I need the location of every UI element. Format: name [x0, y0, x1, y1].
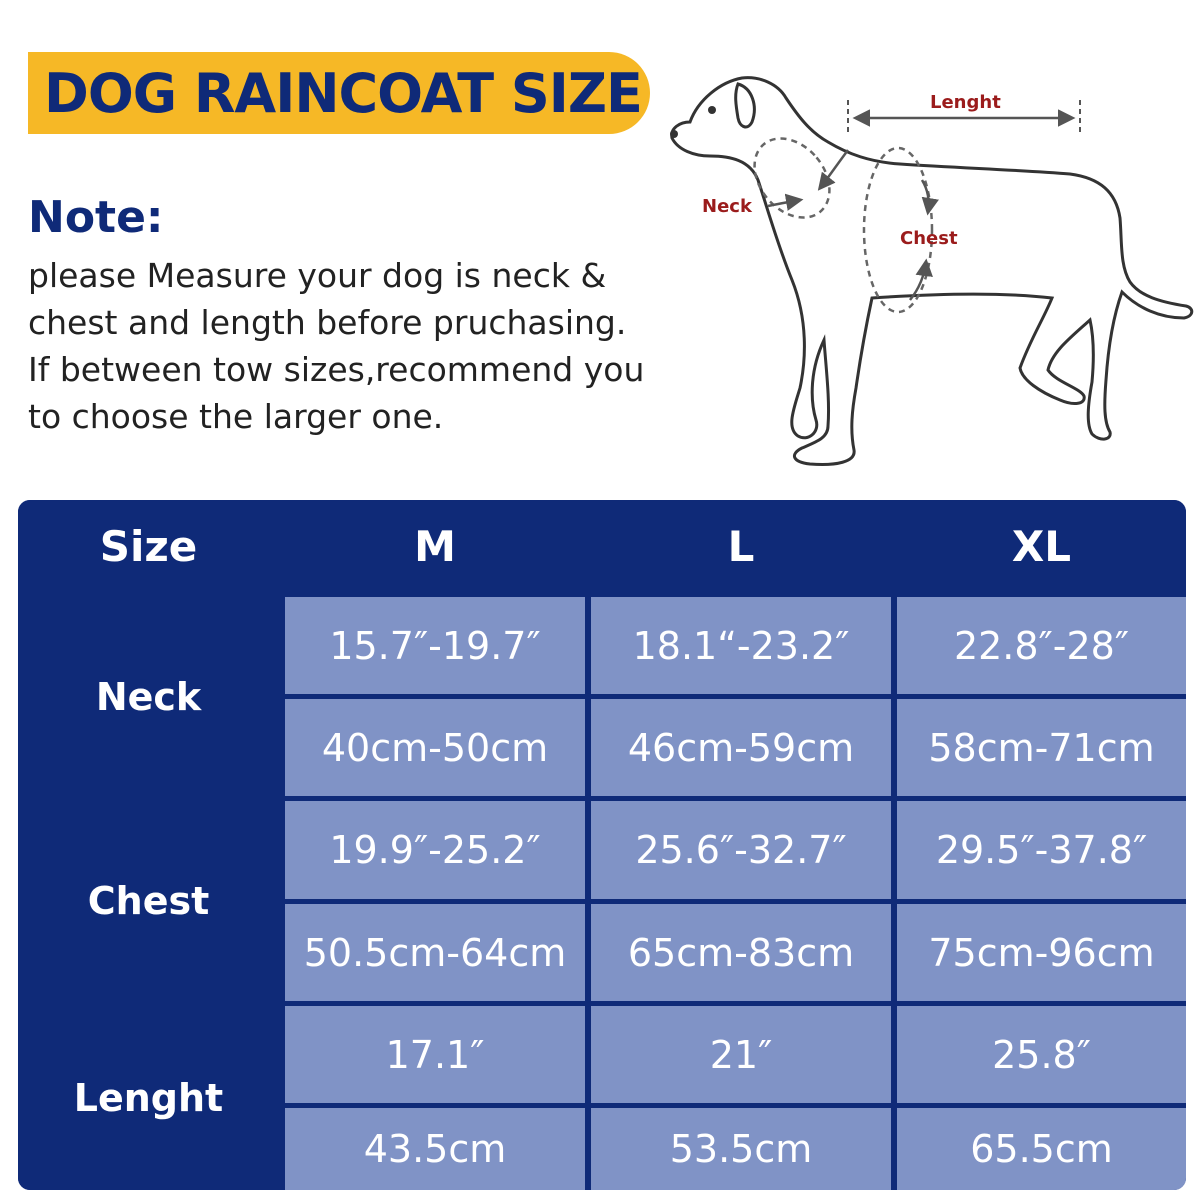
table-cell: 53.5cm	[591, 1108, 891, 1190]
table-cell: 43.5cm	[285, 1108, 585, 1190]
table-header-m: M	[285, 500, 585, 592]
row-label-length: Lenght	[18, 1006, 279, 1190]
note-line: chest and length before pruchasing.	[28, 303, 627, 342]
table-cell: 25.8″	[897, 1006, 1186, 1103]
table-cell: 19.9″-25.2″	[285, 801, 585, 899]
dog-eye-icon	[708, 106, 716, 114]
table-cell: 58cm-71cm	[897, 699, 1186, 796]
neck-label: Neck	[702, 196, 752, 217]
table-header-l: L	[591, 500, 891, 592]
row-label-neck: Neck	[18, 597, 279, 796]
table-cell: 17.1″	[285, 1006, 585, 1103]
note-body	[28, 252, 718, 440]
table-cell: 21″	[591, 1006, 891, 1103]
table-cell: 22.8″-28″	[897, 597, 1186, 694]
table-cell: 65.5cm	[897, 1108, 1186, 1190]
table-cell: 46cm-59cm	[591, 699, 891, 796]
chest-label: Chest	[900, 228, 958, 249]
table-cell: 25.6″-32.7″	[591, 801, 891, 899]
table-cell: 50.5cm-64cm	[285, 904, 585, 1001]
table-cell: 75cm-96cm	[897, 904, 1186, 1001]
note-line: to choose the larger one.	[28, 397, 444, 436]
table-cell: 18.1“-23.2″	[591, 597, 891, 694]
table-cell: 40cm-50cm	[285, 699, 585, 796]
page-title: DOG RAINCOAT SIZE	[44, 62, 642, 125]
note-line: please Measure your dog is neck &	[28, 256, 607, 295]
table-cell: 15.7″-19.7″	[285, 597, 585, 694]
length-label: Lenght	[930, 92, 1001, 113]
row-label-chest: Chest	[18, 801, 279, 1001]
table-cell: 29.5″-37.8″	[897, 801, 1186, 899]
dog-nose-icon	[670, 130, 678, 138]
dog-measurement-diagram	[660, 70, 1200, 480]
table-header-xl: XL	[897, 500, 1186, 592]
table-cell: 65cm-83cm	[591, 904, 891, 1001]
size-chart-table	[18, 500, 1186, 1190]
note-heading: Note:	[28, 192, 164, 243]
dog-outline-icon	[672, 78, 1192, 465]
table-header-size: Size	[18, 500, 279, 592]
note-line: If between tow sizes,recommend you	[28, 350, 645, 389]
